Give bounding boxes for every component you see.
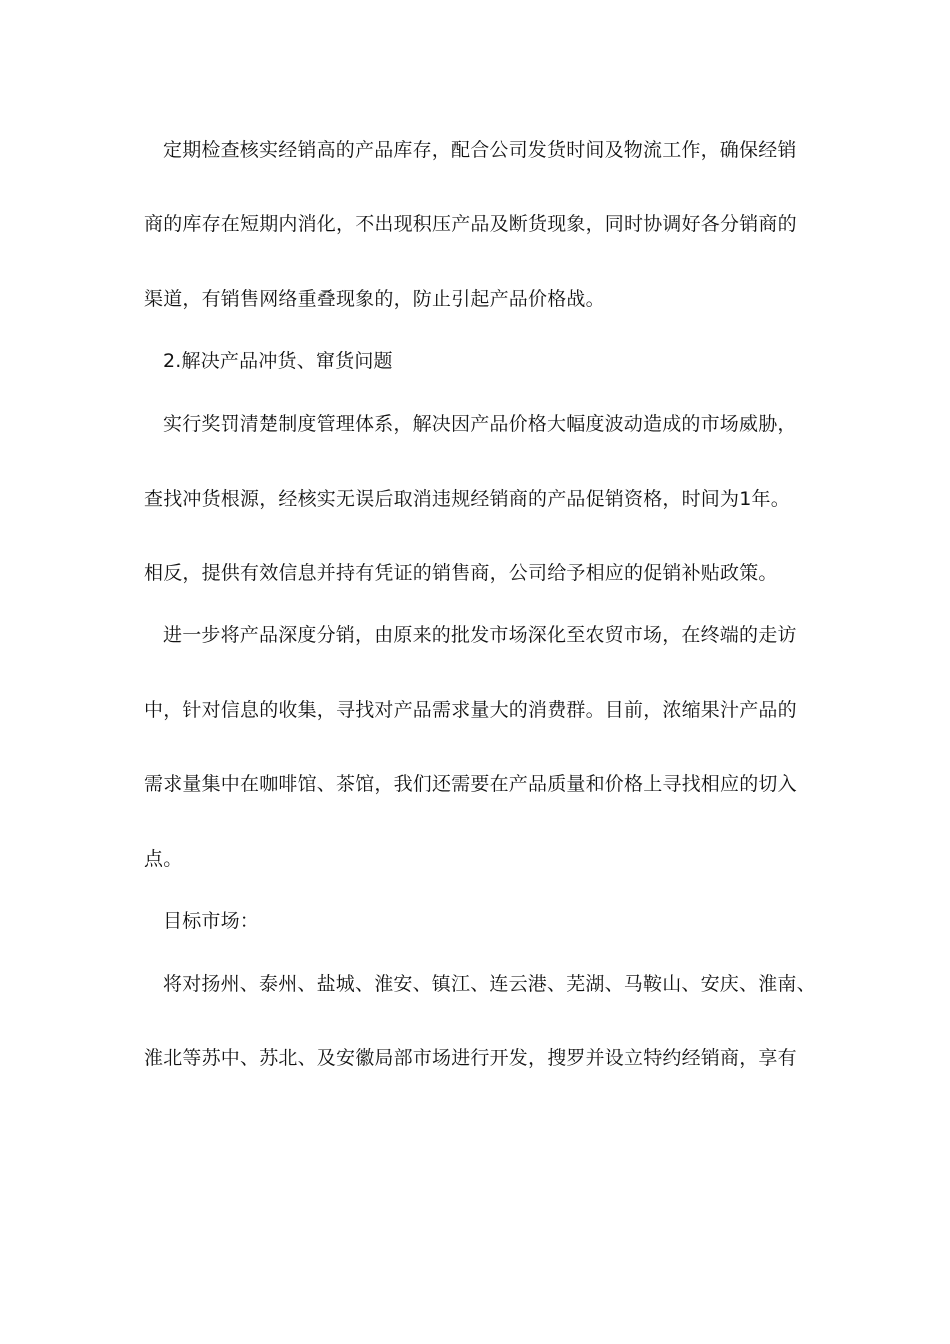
paragraph-line: 中，针对信息的收集，寻找对产品需求量大的消费群。目前，浓缩果汁产品的	[144, 699, 797, 721]
paragraph-line: 淮北等苏中、苏北、及安徽局部市场进行开发，搜罗并设立特约经销商，享有	[144, 1047, 797, 1069]
paragraph-line: 进一步将产品深度分销，由原来的批发市场深化至农贸市场，在终端的走访	[163, 624, 797, 646]
paragraph-line: 定期检查核实经销高的产品库存，配合公司发货时间及物流工作，确保经销	[163, 139, 797, 161]
paragraph-line: 需求量集中在咖啡馆、茶馆，我们还需要在产品质量和价格上寻找相应的切入	[144, 773, 797, 795]
paragraph-line: 点。	[144, 848, 183, 870]
paragraph-line: 查找冲货根源，经核实无误后取消违规经销商的产品促销资格，时间为1年。	[144, 488, 790, 510]
paragraph-line: 将对扬州、泰州、盐城、淮安、镇江、连云港、芜湖、马鞍山、安庆、淮南、	[163, 973, 816, 995]
paragraph-line: 实行奖罚清楚制度管理体系，解决因产品价格大幅度波动造成的市场威胁，	[163, 413, 797, 435]
paragraph-line: 相反，提供有效信息并持有凭证的销售商，公司给予相应的促销补贴政策。	[144, 562, 778, 584]
paragraph-line: 商的库存在短期内消化，不出现积压产品及断货现象，同时协调好各分销商的	[144, 213, 797, 235]
section-heading: 目标市场：	[163, 910, 260, 932]
section-heading: 2.解决产品冲货、窜货问题	[163, 350, 393, 372]
paragraph-line: 渠道，有销售网络重叠现象的，防止引起产品价格战。	[144, 288, 605, 310]
